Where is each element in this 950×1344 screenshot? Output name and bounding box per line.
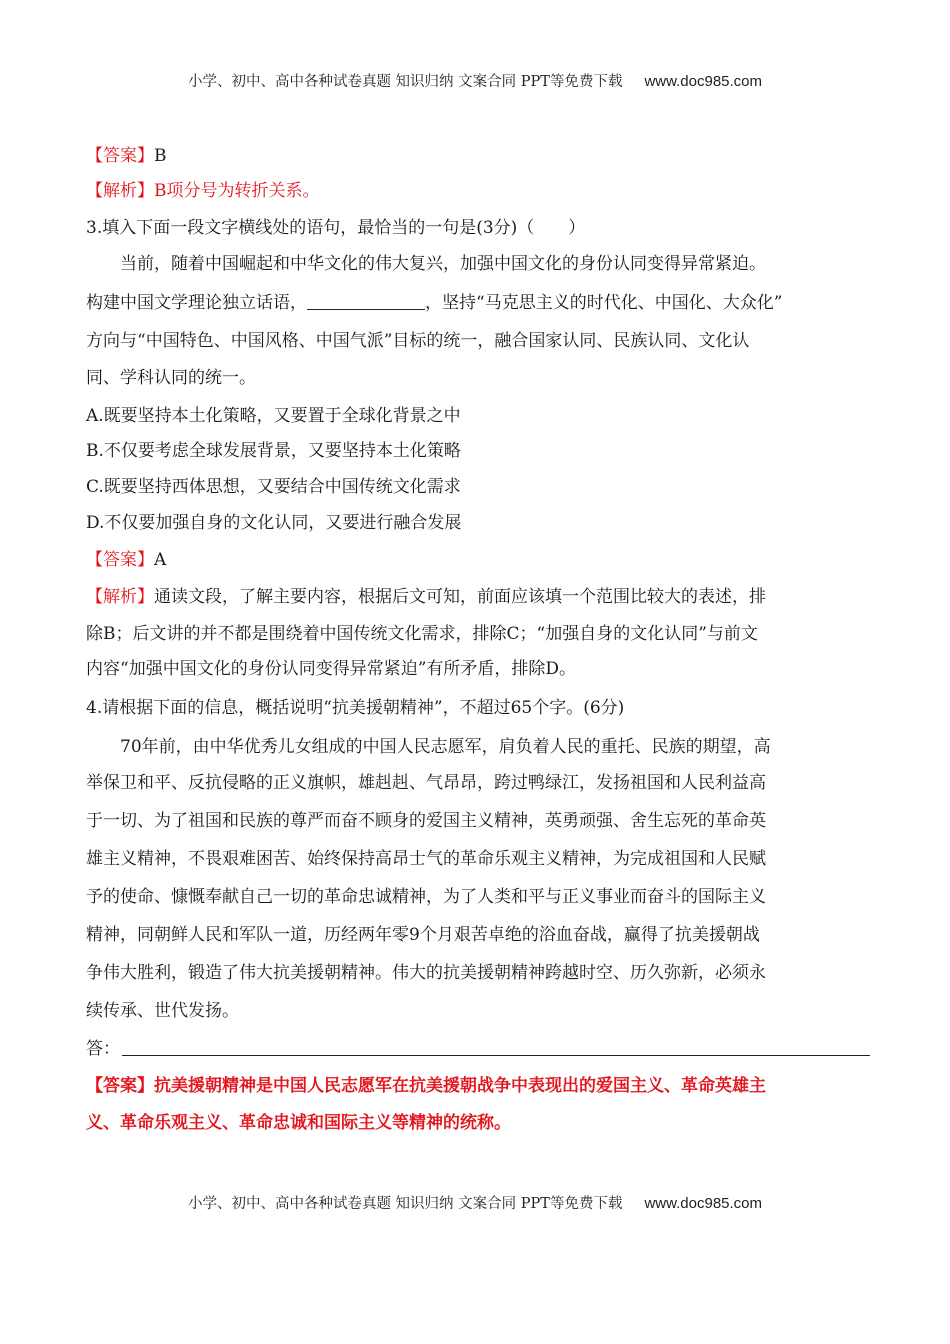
q3-passage-line: 同、学科认同的统一。 xyxy=(86,368,256,388)
q4-answer-line: 义、革命乐观主义、革命忠诚和国际主义等精神的统称。 xyxy=(86,1113,511,1133)
q3-option-a: A.既要坚持本土化策略，又要置于全球化背景之中 xyxy=(86,406,461,426)
analysis-text: B项分号为转折关系。 xyxy=(154,181,320,201)
q4-passage-line: 70年前，由中华优秀儿女组成的中国人民志愿军，肩负着人民的重托、民族的期望，高 xyxy=(120,737,771,757)
answer-text: 抗美援朝精神是中国人民志愿军在抗美援朝战争中表现出的爱国主义、革命英雄主 xyxy=(154,1076,766,1096)
q4-passage-line: 雄主义精神，不畏艰难困苦、始终保持高昂士气的革命乐观主义精神，为完成祖国和人民赋 xyxy=(86,849,766,869)
q4-passage-line: 精神，同朝鲜人民和军队一道，历经两年零9个月艰苦卓绝的浴血奋战，赢得了抗美援朝战 xyxy=(86,925,760,945)
q4-answer-line xyxy=(86,1078,766,1095)
analysis-tag: 【解析】 xyxy=(86,587,154,607)
q3-option-c: C.既要坚持西体思想，又要结合中国传统文化需求 xyxy=(86,477,461,497)
q4-passage-line: 举保卫和平、反抗侵略的正义旗帜，雄赳赳、气昂昂，跨过鸭绿江，发扬祖国和人民利益高 xyxy=(86,773,766,793)
footer-url[interactable]: www.doc985.com xyxy=(644,1195,763,1212)
q3-option-d: D.不仅要加强自身的文化认同，又要进行融合发展 xyxy=(86,513,462,533)
q4-passage-line: 予的使命、慷慨奉献自己一切的革命忠诚精神，为了人类和平与正义事业而奋斗的国际主义 xyxy=(86,887,766,907)
q3-passage-line: 当前，随着中国崛起和中华文化的伟大复兴，加强中国文化的身份认同变得异常紧迫。 xyxy=(120,254,766,274)
analysis-tag: 【解析】 xyxy=(86,181,154,201)
q4-stem: 4.请根据下面的信息，概括说明“抗美援朝精神”，不超过65个字。(6分) xyxy=(86,698,625,718)
answer-tag: 【答案】 xyxy=(86,550,154,570)
analysis-text: 通读文段，了解主要内容，根据后文可知，前面应该填一个范围比较大的表述，排 xyxy=(154,587,766,607)
answer-label: 答： xyxy=(86,1039,120,1059)
header-text: 小学、初中、高中各种试卷真题 知识归纳 文案合同 PPT等免费下载 xyxy=(187,74,623,90)
q3-option-b: B.不仅要考虑全球发展背景，又要坚持本土化策略 xyxy=(86,441,461,461)
passage-text: ，坚持“马克思主义的时代化、中国化、大众化” xyxy=(425,293,783,313)
q4-passage-line: 争伟大胜利，锻造了伟大抗美援朝精神。伟大的抗美援朝精神跨越时空、历久弥新，必须永 xyxy=(86,963,766,983)
header-url[interactable]: www.doc985.com xyxy=(644,73,763,90)
footer-text: 小学、初中、高中各种试卷真题 知识归纳 文案合同 PPT等免费下载 xyxy=(187,1196,623,1212)
q3-passage-line: 方向与“中国特色、中国风格、中国气派”目标的统一，融合国家认同、民族认同、文化认 xyxy=(86,331,750,351)
q3-analysis-line xyxy=(86,589,766,606)
answer-value: A xyxy=(154,550,167,570)
page-header xyxy=(0,70,950,91)
q4-passage-line: 于一切、为了祖国和民族的尊严而奋不顾身的爱国主义精神，英勇顽强、舍生忘死的革命英 xyxy=(86,811,766,831)
passage-text: 构建中国文学理论独立话语， xyxy=(86,293,307,313)
answer-tag: 【答案】 xyxy=(86,1076,154,1096)
answer-value: B xyxy=(154,146,167,166)
q4-passage-line: 续传承、世代发扬。 xyxy=(86,1001,239,1021)
q3-answer xyxy=(86,552,166,569)
q3-stem: 3.填入下面一段文字横线处的语句，最恰当的一句是(3分)（ ） xyxy=(86,218,586,238)
answer-writing-line[interactable] xyxy=(122,1055,870,1056)
q3-analysis-line: 除B；后文讲的并不都是围绕着中国传统文化需求，排除C；“加强自身的文化认同”与前文 xyxy=(86,624,758,644)
q2-answer xyxy=(86,148,167,165)
answer-tag: 【答案】 xyxy=(86,146,154,166)
q3-passage-line xyxy=(86,295,782,312)
q2-analysis xyxy=(86,183,320,200)
q3-analysis-line: 内容“加强中国文化的身份认同变得异常紧迫”有所矛盾，排除D。 xyxy=(86,659,577,679)
page-footer xyxy=(0,1192,950,1213)
fill-blank xyxy=(307,295,425,310)
